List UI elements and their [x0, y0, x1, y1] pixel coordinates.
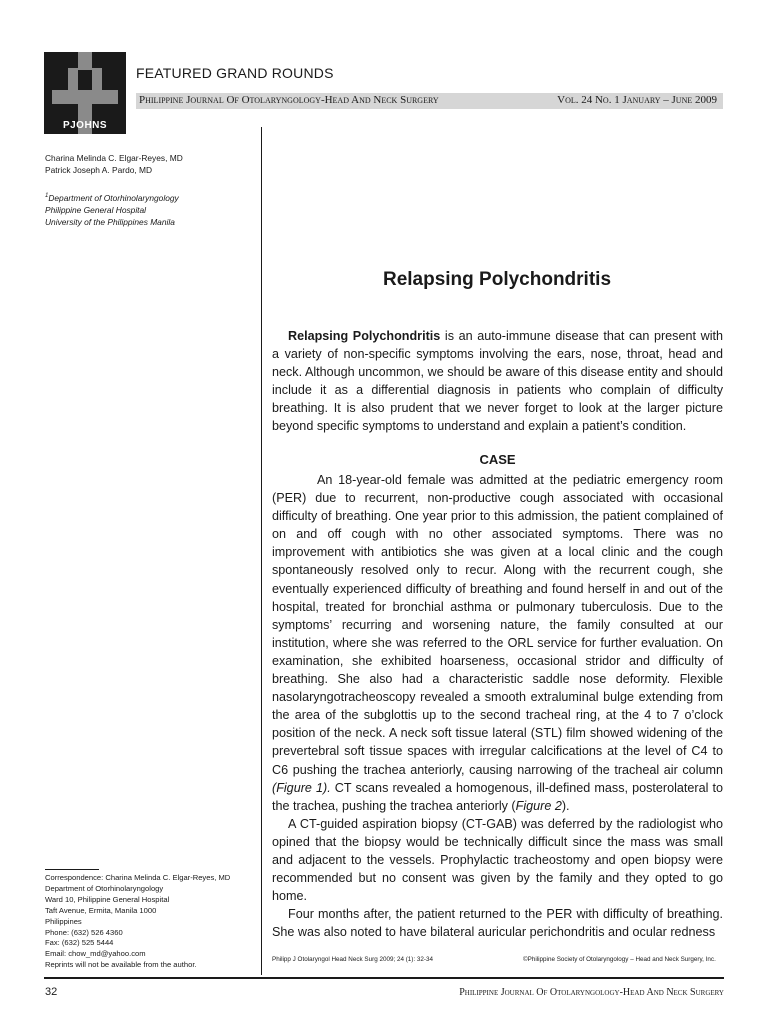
intro-paragraph: Relapsing Polychondritis is an auto-immune disease that can present with a variety of non-specific symptoms involving the ears, nose, throat, head and neck. Although uncommon, we should be aware of this disease entity and should include it as a differential diagnosis in patients who complain of difficulty breathing. It is also prudent that we never forget to look at the larger picture beyond specific symptoms to understand and explain a patient’s condition.: [272, 329, 723, 434]
figure-ref: Figure 2: [515, 798, 562, 813]
page-number: 32: [45, 986, 58, 998]
author-list: [45, 152, 183, 176]
volume-info: Vol. 24 No. 1 January – June 2009: [557, 94, 717, 106]
correspondence-line: Correspondence: Charina Melinda C. Elgar-Reyes, MD: [45, 873, 231, 882]
logo-text: PJOHNS: [62, 120, 108, 131]
copyright: ©Philippine Society of Otolaryngology – Head and Neck Surgery, Inc.: [523, 956, 716, 963]
author: Charina Melinda C. Elgar-Reyes, MD: [45, 153, 183, 163]
correspondence-line: Taft Avenue, Ermita, Manila 1000: [45, 905, 157, 915]
journal-name: Philippine Journal Of Otolaryngology-Head And Neck Surgery: [139, 94, 439, 106]
footer-rule: [44, 977, 724, 979]
correspondence-block: [45, 873, 230, 971]
correspondence-line: Fax: (632) 525 5444: [45, 938, 114, 948]
section-title: FEATURED GRAND ROUNDS: [136, 65, 334, 81]
author: Patrick Joseph A. Pardo, MD: [45, 165, 153, 175]
correspondence-line: Email: chow_md@yahoo.com: [45, 949, 146, 959]
journal-logo: [44, 52, 126, 134]
case-heading: CASE: [479, 452, 516, 467]
intro-bold-term: Relapsing Polychondritis: [288, 329, 441, 343]
case-paragraph: Four months after, the patient returned to the PER with difficulty of breathing. She was also noted to have bilateral auricular perichondritis and ocular redness: [272, 907, 723, 940]
correspondence-line: Ward 10, Philippine General Hospital: [45, 894, 170, 904]
correspondence-rule: [45, 869, 99, 870]
correspondence-line: Phone: (632) 526 4360: [45, 927, 123, 937]
case-paragraph: A CT-guided aspiration biopsy (CT-GAB) was deferred by the radiologist who opined that the biopsy would be technically difficult since the mass was small and adjacent to the vessels. Prophylactic tracheostomy and open biopsy were recommended but no consent was given by the family and they opted to go home.: [272, 816, 723, 904]
case-paragraph: An 18-year-old female was admitted at the pediatric emergency room (PER) due to recurrent, non-productive cough associated with occasional difficulty of breathing. One year prior to this admission, the patient complained of on and off cough with no other associated symptoms. There was no improvement with antibiotics she was given at a local clinic and the cough spontaneously resolved only to recur. Along with the recurrent cough, she eventually experienced difficulty of breathing and found herself in and out of the hospital, treated for bronchial asthma or pulmonary tuberculosis. Due to the symptoms’ recurring and worsening nature, the family consulted at our institution, where she was referred to the ORL service for further evaluation. On examination, she exhibited hoarseness, occasional stridor and difficulty of breathing. She also had a characteristic saddle nose deformity. Flexible nasolaryngotracheoscopy revealed a smooth extraluminal bulge extending from the area of the subglottis up to the second tracheal ring, at the 4 to 7 o’clock position of the neck. A neck soft tissue lateral (STL) film showed widening of the prevertebral soft tissue spaces with irregular calcifications at the level of C4 to C6 pushing the trachea anteriorly, causing narrowing of the tracheal air column (Figure 1). CT scans revealed a homogenous, ill-defined mass, posterolateral to the trachea, pushing the trachea anteriorly (Figure 2).: [272, 473, 723, 813]
case-body: [272, 471, 723, 941]
affiliation: [45, 190, 179, 228]
citation: Philipp J Otolaryngol Head Neck Surg 2009; 24 (1): 32-34: [272, 956, 434, 963]
affiliation-line: University of the Philippines Manila: [45, 216, 175, 227]
footer-journal-name: Philippine Journal Of Otolaryngology-Head And Neck Surgery: [459, 987, 724, 998]
column-divider: [261, 127, 262, 975]
affiliation-sup: 1: [45, 193, 49, 199]
correspondence-line: Department of Otorhinolaryngology: [45, 883, 164, 893]
article-title: Relapsing Polychondritis: [382, 269, 612, 290]
figure-ref: (Figure 1).: [272, 780, 331, 795]
journal-header-band: [136, 93, 723, 109]
affiliation-line: $^1$Department of Otorhinolaryngology: [45, 192, 179, 203]
affiliation-line: Philippine General Hospital: [45, 204, 147, 215]
correspondence-line: Philippines: [45, 916, 82, 926]
correspondence-line: Reprints will not be available from the author.: [45, 960, 197, 970]
